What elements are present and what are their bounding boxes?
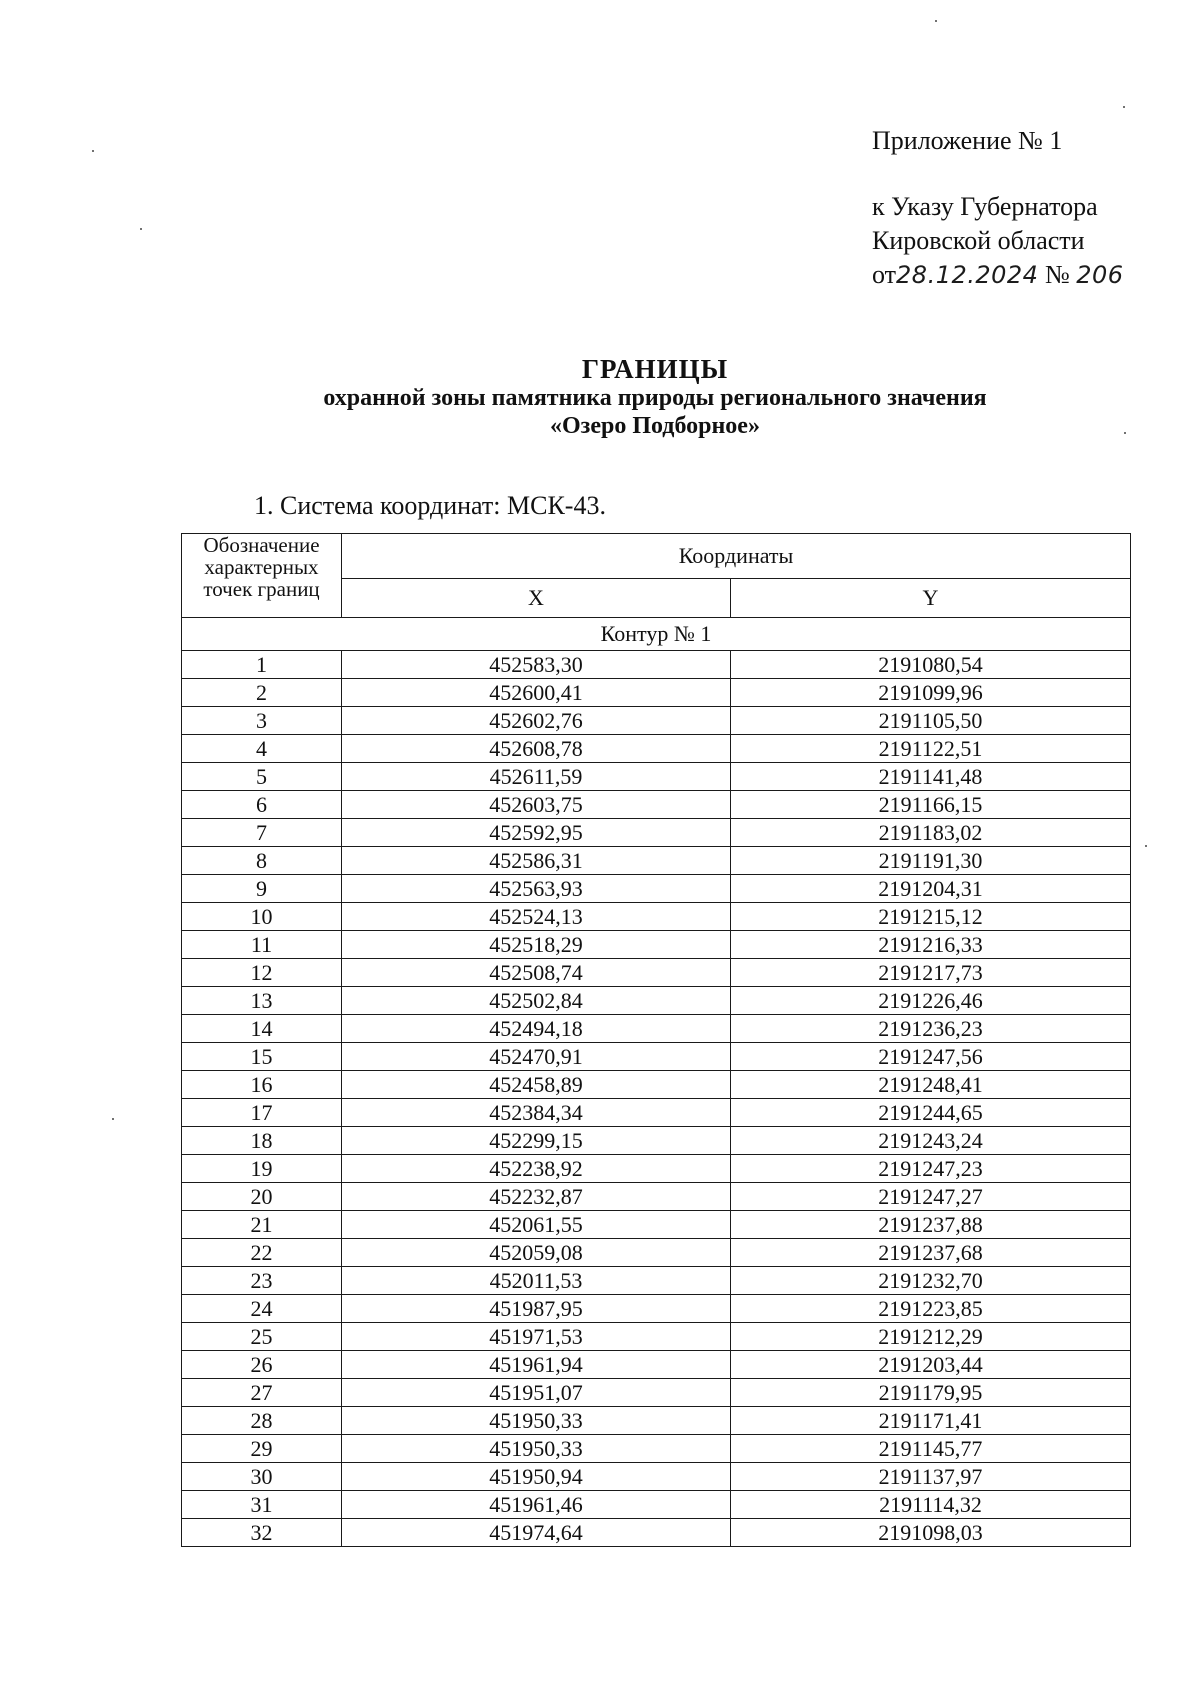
point-number-cell: 24	[182, 1295, 342, 1323]
scan-speck	[112, 1118, 114, 1120]
table-row	[182, 1239, 1131, 1267]
y-coordinate-cell: 2191236,23	[731, 1015, 1131, 1043]
table-row	[182, 1519, 1131, 1547]
point-number-cell: 1	[182, 651, 342, 679]
x-coordinate-cell: 451950,33	[342, 1407, 731, 1435]
x-coordinate-cell: 452611,59	[342, 763, 731, 791]
x-coordinate-cell: 452583,30	[342, 651, 731, 679]
x-coordinate-cell: 451951,07	[342, 1379, 731, 1407]
decree-date-line	[872, 258, 1124, 292]
y-coordinate-cell: 2191122,51	[731, 735, 1131, 763]
y-coordinate-cell: 2191212,29	[731, 1323, 1131, 1351]
x-coordinate-cell: 452470,91	[342, 1043, 731, 1071]
table-row	[182, 819, 1131, 847]
point-number-cell: 9	[182, 875, 342, 903]
scan-speck	[92, 150, 94, 152]
table-row	[182, 735, 1131, 763]
table-row	[182, 707, 1131, 735]
scan-speck	[1123, 106, 1125, 108]
point-number-cell: 13	[182, 987, 342, 1015]
table-row	[182, 763, 1131, 791]
point-number-cell: 19	[182, 1155, 342, 1183]
table-row	[182, 1071, 1131, 1099]
title-main: ГРАНИЦЫ	[581, 354, 729, 384]
x-coordinate-cell: 452603,75	[342, 791, 731, 819]
header-designation: Обозначение характерных точек границ	[182, 534, 342, 618]
appendix-header	[872, 124, 1124, 292]
x-coordinate-cell: 452384,34	[342, 1099, 731, 1127]
table-row	[182, 1351, 1131, 1379]
y-coordinate-cell: 2191203,44	[731, 1351, 1131, 1379]
x-coordinate-cell: 452600,41	[342, 679, 731, 707]
table-row	[182, 1435, 1131, 1463]
point-number-cell: 21	[182, 1211, 342, 1239]
point-number-cell: 2	[182, 679, 342, 707]
point-number-cell: 32	[182, 1519, 342, 1547]
table-row	[182, 1463, 1131, 1491]
point-number-cell: 10	[182, 903, 342, 931]
x-coordinate-cell: 451974,64	[342, 1519, 731, 1547]
point-number-cell: 28	[182, 1407, 342, 1435]
point-number-cell: 29	[182, 1435, 342, 1463]
y-coordinate-cell: 2191191,30	[731, 847, 1131, 875]
coordinate-system-label: 1. Система координат: МСК-43.	[254, 491, 606, 520]
x-coordinate-cell: 452524,13	[342, 903, 731, 931]
x-coordinate-cell: 452608,78	[342, 735, 731, 763]
x-coordinate-cell: 452502,84	[342, 987, 731, 1015]
contour-label: Контур № 1	[182, 618, 1131, 651]
y-coordinate-cell: 2191223,85	[731, 1295, 1131, 1323]
point-number-cell: 3	[182, 707, 342, 735]
table-row	[182, 1099, 1131, 1127]
x-coordinate-cell: 451950,94	[342, 1463, 731, 1491]
table-row	[182, 903, 1131, 931]
point-number-cell: 5	[182, 763, 342, 791]
x-coordinate-cell: 451961,46	[342, 1491, 731, 1519]
y-coordinate-cell: 2191247,56	[731, 1043, 1131, 1071]
date-prefix: от	[872, 260, 897, 289]
x-coordinate-cell: 452458,89	[342, 1071, 731, 1099]
x-coordinate-cell: 452011,53	[342, 1267, 731, 1295]
coordinates-table	[181, 533, 1131, 1547]
x-coordinate-cell: 451961,94	[342, 1351, 731, 1379]
table-row	[182, 1295, 1131, 1323]
x-coordinate-cell: 452494,18	[342, 1015, 731, 1043]
x-coordinate-cell: 451971,53	[342, 1323, 731, 1351]
table-row	[182, 651, 1131, 679]
x-coordinate-cell: 452299,15	[342, 1127, 731, 1155]
table-row	[182, 1323, 1131, 1351]
point-number-cell: 6	[182, 791, 342, 819]
y-coordinate-cell: 2191099,96	[731, 679, 1131, 707]
y-coordinate-cell: 2191217,73	[731, 959, 1131, 987]
appendix-number: Приложение № 1	[872, 126, 1063, 155]
y-coordinate-cell: 2191098,03	[731, 1519, 1131, 1547]
header-x: X	[342, 579, 731, 618]
y-coordinate-cell: 2191204,31	[731, 875, 1131, 903]
table-row	[182, 1379, 1131, 1407]
appendix-gap	[872, 158, 1124, 190]
table-row	[182, 1211, 1131, 1239]
scan-speck	[935, 20, 937, 22]
point-number-cell: 12	[182, 959, 342, 987]
table-row	[182, 959, 1131, 987]
x-coordinate-cell: 452586,31	[342, 847, 731, 875]
table-row	[182, 679, 1131, 707]
y-coordinate-cell: 2191171,41	[731, 1407, 1131, 1435]
table-row	[182, 1015, 1131, 1043]
y-coordinate-cell: 2191237,88	[731, 1211, 1131, 1239]
point-number-cell: 11	[182, 931, 342, 959]
table-row	[182, 1043, 1131, 1071]
x-coordinate-cell: 452059,08	[342, 1239, 731, 1267]
point-number-cell: 8	[182, 847, 342, 875]
point-number-cell: 26	[182, 1351, 342, 1379]
point-number-cell: 18	[182, 1127, 342, 1155]
point-number-cell: 15	[182, 1043, 342, 1071]
point-number-cell: 20	[182, 1183, 342, 1211]
header-coordinates: Координаты	[342, 534, 1131, 579]
point-number-cell: 14	[182, 1015, 342, 1043]
point-number-cell: 17	[182, 1099, 342, 1127]
handwritten-date: 28.12.2024	[896, 261, 1039, 289]
y-coordinate-cell: 2191244,65	[731, 1099, 1131, 1127]
y-coordinate-cell: 2191183,02	[731, 819, 1131, 847]
table-row	[182, 987, 1131, 1015]
header-y: Y	[731, 579, 1131, 618]
y-coordinate-cell: 2191145,77	[731, 1435, 1131, 1463]
decree-reference: к Указу Губернатора	[872, 192, 1098, 221]
point-number-cell: 27	[182, 1379, 342, 1407]
x-coordinate-cell: 452061,55	[342, 1211, 731, 1239]
point-number-cell: 31	[182, 1491, 342, 1519]
y-coordinate-cell: 2191243,24	[731, 1127, 1131, 1155]
y-coordinate-cell: 2191114,32	[731, 1491, 1131, 1519]
y-coordinate-cell: 2191105,50	[731, 707, 1131, 735]
y-coordinate-cell: 2191137,97	[731, 1463, 1131, 1491]
table-body	[182, 618, 1131, 1547]
table-row	[182, 1267, 1131, 1295]
table-row	[182, 1155, 1131, 1183]
x-coordinate-cell: 452602,76	[342, 707, 731, 735]
y-coordinate-cell: 2191247,23	[731, 1155, 1131, 1183]
table-row	[182, 847, 1131, 875]
y-coordinate-cell: 2191080,54	[731, 651, 1131, 679]
x-coordinate-cell: 452238,92	[342, 1155, 731, 1183]
y-coordinate-cell: 2191216,33	[731, 931, 1131, 959]
table-row	[182, 931, 1131, 959]
x-coordinate-cell: 452232,87	[342, 1183, 731, 1211]
point-number-cell: 30	[182, 1463, 342, 1491]
y-coordinate-cell: 2191232,70	[731, 1267, 1131, 1295]
document-title	[0, 354, 1200, 440]
y-coordinate-cell: 2191141,48	[731, 763, 1131, 791]
y-coordinate-cell: 2191215,12	[731, 903, 1131, 931]
table-row	[182, 1407, 1131, 1435]
point-number-cell: 4	[182, 735, 342, 763]
table-row	[182, 1491, 1131, 1519]
handwritten-number: 206	[1076, 261, 1124, 289]
point-number-cell: 23	[182, 1267, 342, 1295]
table-row	[182, 875, 1131, 903]
y-coordinate-cell: 2191226,46	[731, 987, 1131, 1015]
x-coordinate-cell: 452508,74	[342, 959, 731, 987]
x-coordinate-cell: 451950,33	[342, 1435, 731, 1463]
scan-speck	[140, 228, 142, 230]
table-row	[182, 1183, 1131, 1211]
table-row	[182, 1127, 1131, 1155]
point-number-cell: 7	[182, 819, 342, 847]
y-coordinate-cell: 2191237,68	[731, 1239, 1131, 1267]
x-coordinate-cell: 452518,29	[342, 931, 731, 959]
x-coordinate-cell: 452592,95	[342, 819, 731, 847]
x-coordinate-cell: 451987,95	[342, 1295, 731, 1323]
point-number-cell: 16	[182, 1071, 342, 1099]
y-coordinate-cell: 2191166,15	[731, 791, 1131, 819]
y-coordinate-cell: 2191247,27	[731, 1183, 1131, 1211]
scan-speck	[1145, 845, 1147, 847]
y-coordinate-cell: 2191248,41	[731, 1071, 1131, 1099]
title-line-1: охранной зоны памятника природы регионального значения	[323, 385, 987, 411]
scan-speck	[1124, 432, 1126, 434]
point-number-cell: 25	[182, 1323, 342, 1351]
title-line-2: «Озеро Подборное»	[550, 413, 760, 439]
y-coordinate-cell: 2191179,95	[731, 1379, 1131, 1407]
number-sign: №	[1044, 260, 1070, 289]
x-coordinate-cell: 452563,93	[342, 875, 731, 903]
table-row	[182, 791, 1131, 819]
region-name: Кировской области	[872, 226, 1085, 255]
point-number-cell: 22	[182, 1239, 342, 1267]
